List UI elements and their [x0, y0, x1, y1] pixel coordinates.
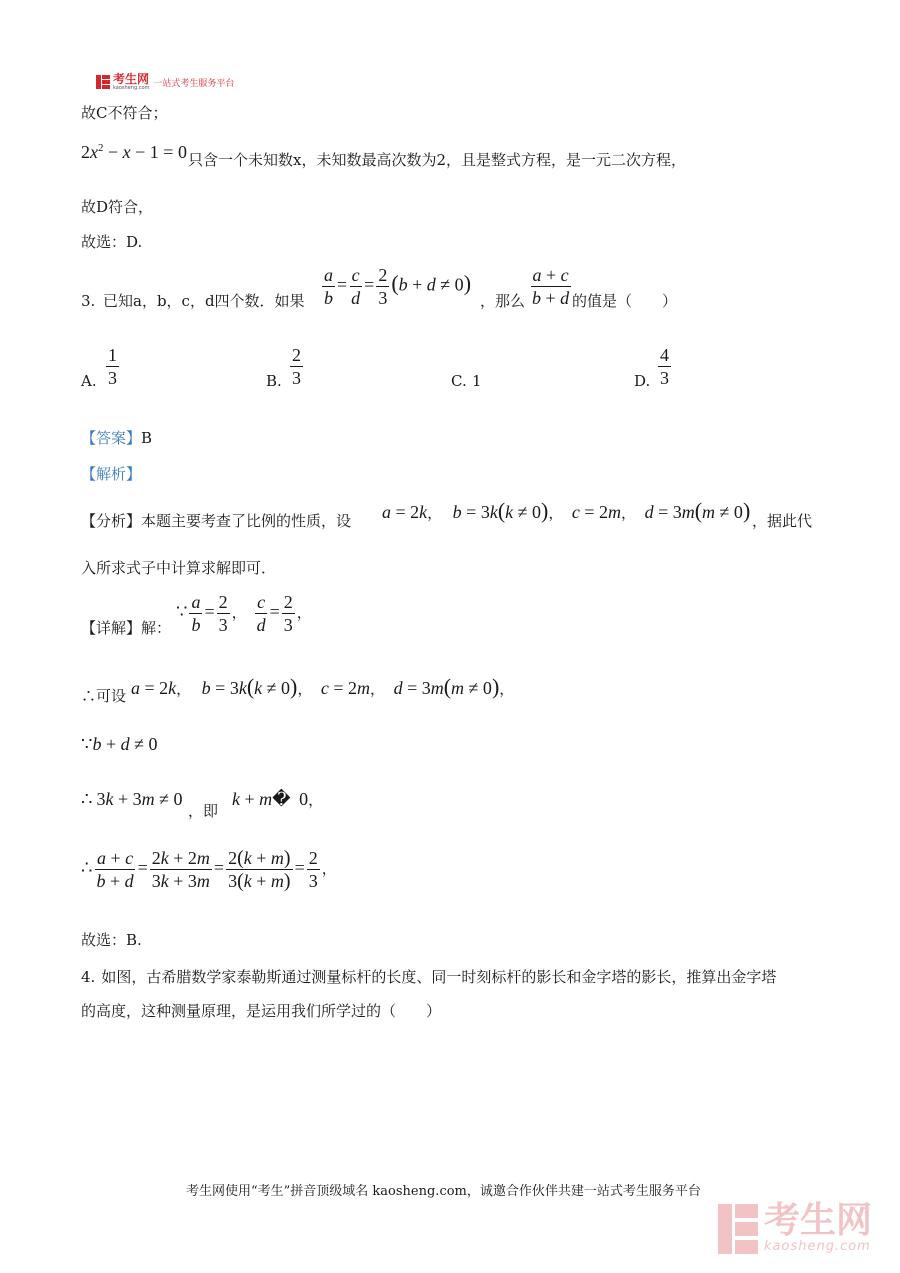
- option-d-label: D.: [634, 372, 651, 390]
- answer-tag: 【答案】: [81, 429, 142, 447]
- fenxi-tag: 【分析】: [81, 512, 142, 530]
- detail-tag: 【详解】: [81, 619, 142, 637]
- fenxi-text: 本题主要考查了比例的性质，设: [141, 512, 352, 530]
- q3-stem-a: 已知a，b，c，d四个数．如果: [103, 292, 305, 310]
- step-because: ∵b + d ≠ 0: [81, 734, 158, 754]
- q3-condition-formula: $\frac{a}{b}$ = $\frac{c}{d}$ = $\frac{2}{3}$ (b + d ≠ 0): [324, 265, 472, 308]
- option-d-value: $\frac{4}{3}$: [660, 345, 669, 388]
- q2-equation: $2x^2 - x - 1 = 0$: [81, 142, 187, 162]
- fenxi-line: [81, 511, 351, 531]
- step-ji: ，即: [188, 802, 219, 820]
- option-b-label: B.: [266, 372, 282, 390]
- q2-line-explain: 只含一个未知数x，未知数最高次数为2，且是整式方程，是一元二次方程，: [188, 151, 687, 169]
- answer-value: B: [141, 429, 153, 447]
- step-therefore-1: ∴ 3k + 3m ≠ 0: [81, 789, 183, 809]
- q3-final-choice: 故选：B.: [81, 931, 142, 949]
- step-ji-formula: k + m� 0，: [232, 789, 324, 809]
- q3-stem-c: 的值是（ ）: [572, 292, 678, 310]
- watermark-name: 考生网: [764, 1200, 873, 1241]
- option-c-label: C.: [451, 372, 467, 390]
- logo-domain: kaosheng.com: [113, 85, 150, 91]
- detail-head: [81, 618, 171, 638]
- q3-stem-b: ，那么: [480, 292, 526, 310]
- option-a-value: $\frac{1}{3}$: [108, 345, 117, 388]
- option-b-value: $\frac{2}{3}$: [292, 345, 301, 388]
- q2-line-c: 故C不符合；: [81, 104, 168, 122]
- watermark: [718, 1200, 873, 1254]
- fenxi-formulas: a = 2k， b = 3k(k ≠ 0)， c = 2m， d = 3m(m ≠ 0): [382, 498, 751, 523]
- analysis-tag: 【解析】: [81, 465, 142, 483]
- watermark-logo-icon: [718, 1204, 758, 1254]
- logo-name: 考生网: [113, 72, 150, 86]
- page-footer: 考生网使用“考生”拼音顶级域名 kaosheng.com，诚邀合作伙伴共建一站式考生服务平台: [186, 1184, 701, 1199]
- q2-choice: 故选：D.: [81, 233, 143, 251]
- watermark-domain: kaosheng.com: [764, 1239, 871, 1254]
- fenxi-end: ，据此代: [752, 512, 813, 530]
- q4-line1: 4. 如图，古希腊数学家泰勒斯通过测量标杆的长度、同一时刻标杆的影长和金字塔的影长，推算出金字塔: [81, 968, 777, 986]
- fenxi-line2: 入所求式子中计算求解即可．: [81, 559, 277, 577]
- step-final-formula: ∴ $\frac{a + c}{b + d}$ = $\frac{2k + 2m}{3k + 3m}$ = $\frac{2(k + m)}{3(k + m)}$ = $\frac{2}{3}$ ，: [81, 847, 337, 892]
- option-c-value: 1: [472, 372, 482, 390]
- q3-number: 3.: [81, 292, 96, 310]
- answer-line: [81, 428, 152, 448]
- step-keshe-label: ∴可设: [81, 687, 127, 705]
- q3-target-formula: $\frac{a + c}{b + d}$: [532, 265, 570, 308]
- q4-line2: 的高度，这种测量原理，是运用我们所学过的（ ）: [81, 1002, 442, 1020]
- detail-given: ∵ $\frac{a}{b}$ = $\frac{2}{3}$ ， $\frac{c}{d}$ = $\frac{2}{3}$ ，: [176, 592, 312, 635]
- detail-text: 解：: [141, 619, 172, 637]
- option-a-label: A.: [81, 372, 97, 390]
- logo-slogan: 一站式考生服务平台: [153, 78, 235, 89]
- kaosheng-logo-icon: [96, 75, 110, 89]
- header-logo: [96, 73, 234, 91]
- q2-line-d: 故D符合，: [81, 198, 154, 216]
- step-keshe-formulas: a = 2k， b = 3k(k ≠ 0)， c = 2m， d = 3m(m ≠ 0)，: [131, 674, 515, 699]
